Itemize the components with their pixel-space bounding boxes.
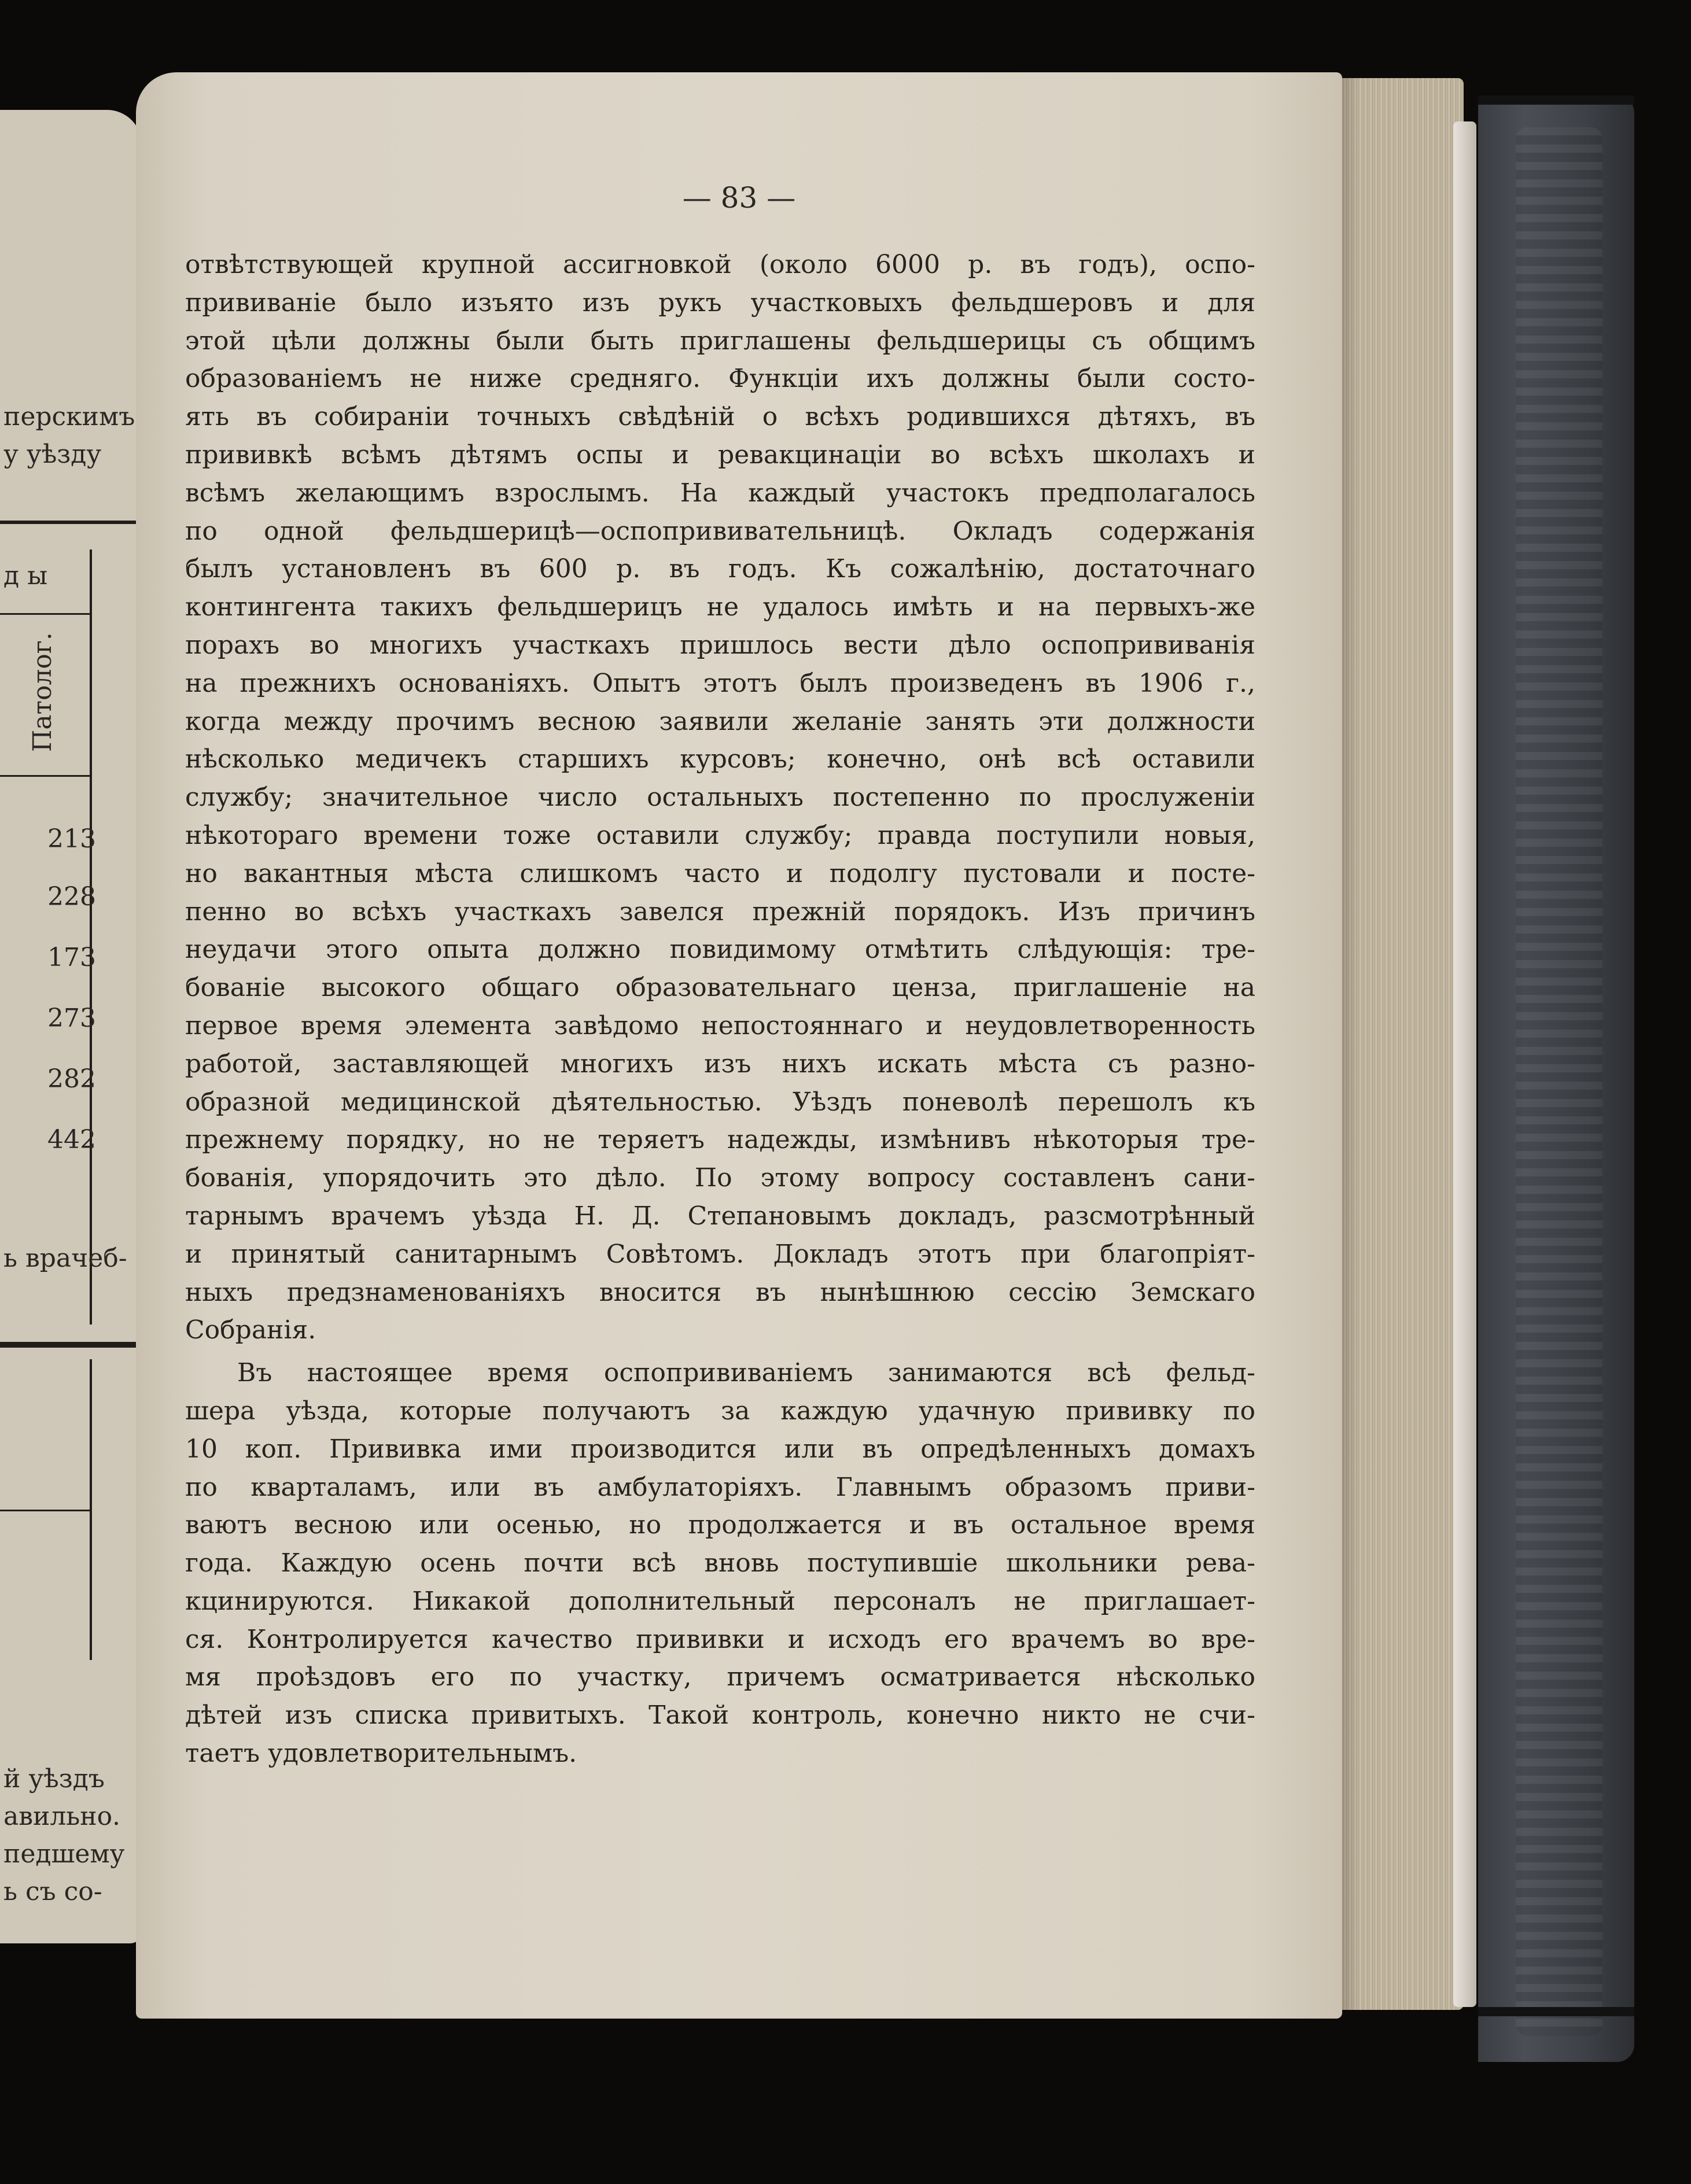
left-table-value: 173 [47,943,96,972]
text-line: ся. Контролируется качество прививки и исходъ его врачемъ во вре- [185,1624,1255,1654]
table-top-rule [0,521,142,524]
text-line: былъ установленъ въ 600 р. въ годъ. Къ сожалѣнію, достаточнаго [185,554,1255,584]
text-line: Собранія. [185,1315,316,1345]
book-page [136,72,1342,2019]
text-line: бованія, упорядочить это дѣло. По этому вопросу составленъ сани- [185,1163,1255,1193]
cover-edge [1478,95,1634,105]
text-line: контингента такихъ фельдшерицъ не удалось имѣть и на первыхъ-же [185,592,1255,622]
text-line: всѣмъ желающимъ взрослымъ. На каждый участокъ предполагалось [185,478,1255,508]
left-table-value: 213 [47,824,96,854]
text-line: но вакантныя мѣста слишкомъ часто и подолгу пустовали и посте- [185,858,1255,888]
text-line: прививкѣ всѣмъ дѣтямъ оспы и ревакцинаціи во всѣхъ школахъ и [185,440,1255,470]
table-column-rule [90,1359,92,1660]
text-line: по одной фельдшерицѣ—оспопрививательницѣ. Окладъ содержанія [185,516,1255,546]
text-line: пенно во всѣхъ участкахъ завелся прежній порядокъ. Изъ причинъ [185,897,1255,927]
table-column-rule [90,549,92,1325]
text-line: прежнему порядку, но не теряетъ надежды, измѣнивъ нѣкоторыя тре- [185,1125,1255,1155]
text-line: порахъ во многихъ участкахъ пришлось вести дѣло оспопрививанія [185,630,1255,660]
left-fragment: й уѣздъ [3,1764,105,1794]
previous-page-fragment [0,110,142,1943]
cover-edge [1478,2007,1634,2016]
text-line: 10 коп. Прививка ими производится или въ опредѣленныхъ домахъ [185,1434,1255,1464]
table-header-rule [0,613,90,615]
text-line: этой цѣли должны были быть приглашены фельдшерицы съ общимъ [185,326,1255,356]
text-line: года. Каждую осень почти всѣ вновь поступившіе школьники рева- [185,1548,1255,1578]
text-line: мя проѣздовъ его по участку, причемъ осматривается нѣсколько [185,1662,1255,1692]
text-line: и принятый санитарнымъ Совѣтомъ. Докладъ этотъ при благопріят- [185,1239,1255,1269]
left-column-header: Патолог. [28,632,57,752]
text-line: на прежнихъ основаніяхъ. Опытъ этотъ былъ произведенъ въ 1906 г., [185,668,1255,698]
text-line: неудачи этого опыта должно повидимому отмѣтить слѣдующія: тре- [185,935,1255,965]
left-table-value: 228 [47,882,96,912]
text-line: таетъ удовлетворительнымъ. [185,1739,577,1769]
text-line: первое время элемента завѣдомо непостояннаго и неудовлетворенность [185,1010,1255,1041]
table-row-rule [0,1510,90,1511]
table-top-rule [0,1342,142,1348]
text-line: дѣтей изъ списка привитыхъ. Такой контроль, конечно никто не счи- [185,1700,1255,1731]
text-line: образованіемъ не ниже средняго. Функціи ихъ должны были состо- [185,364,1255,394]
cover-texture [1516,127,1602,2036]
paragraph-first-line: Въ настоящее время оспопрививаніемъ занимаются всѣ фельд- [237,1358,1255,1388]
left-fragment: ь врачеб- [3,1244,127,1273]
text-line: тарнымъ врачемъ уѣзда Н. Д. Степановымъ докладъ, разсмотрѣнный [185,1201,1255,1231]
text-line: образной медицинской дѣятельностью. Уѣздъ поневолѣ перешолъ къ [185,1087,1255,1117]
text-line: нѣкотораго времени тоже оставили службу; правда поступили новыя, [185,820,1255,850]
left-fragment: педшему [3,1839,125,1869]
text-line: отвѣтствующей крупной ассигновкой (около 6000 р. въ годъ), оспо- [185,250,1255,279]
left-fragment: ь съ со- [3,1877,102,1906]
page-number: — 83 — [682,181,796,215]
left-fragment: у уѣзду [3,440,102,469]
text-line: кцинируются. Никакой дополнительный персоналъ не приглашает- [185,1586,1255,1616]
table-header-rule [0,775,90,777]
text-line: ваютъ весною или осенью, но продолжается и въ остальное время [185,1510,1255,1540]
left-fragment: авильно. [3,1802,121,1831]
text-line: ять въ собираніи точныхъ свѣдѣній о всѣхъ родившихся дѣтяхъ, въ [185,402,1255,432]
text-line: прививаніе было изъято изъ рукъ участковыхъ фельдшеровъ и для [185,287,1255,318]
left-table-value: 442 [47,1125,96,1154]
text-line: нѣсколько медичекъ старшихъ курсовъ; конечно, онѣ всѣ оставили [185,744,1255,774]
text-line: работой, заставляющей многихъ изъ нихъ искать мѣста съ разно- [185,1049,1255,1079]
text-line: по кварталамъ, или въ амбулаторіяхъ. Главнымъ образомъ приви- [185,1472,1255,1502]
left-table-value: 282 [47,1064,96,1094]
left-table-value: 273 [47,1004,96,1033]
text-line: службу; значительное число остальныхъ постепенно по прослуженіи [185,783,1255,813]
text-line: ныхъ предзнаменованіяхъ вносится въ нынѣшнюю сессію Земскаго [185,1277,1255,1307]
bookmark-ribbon [1453,121,1476,2007]
page-body [185,246,1255,1773]
text-line: шера уѣзда, которые получаютъ за каждую удачную прививку по [185,1396,1255,1426]
left-fragment: д ы [3,561,48,591]
text-line: бованіе высокого общаго образовательнаго ценза, приглашеніе на [185,973,1255,1003]
text-line: когда между прочимъ весною заявили желаніе занять эти должности [185,706,1255,736]
left-fragment: перскимъ [3,402,135,431]
